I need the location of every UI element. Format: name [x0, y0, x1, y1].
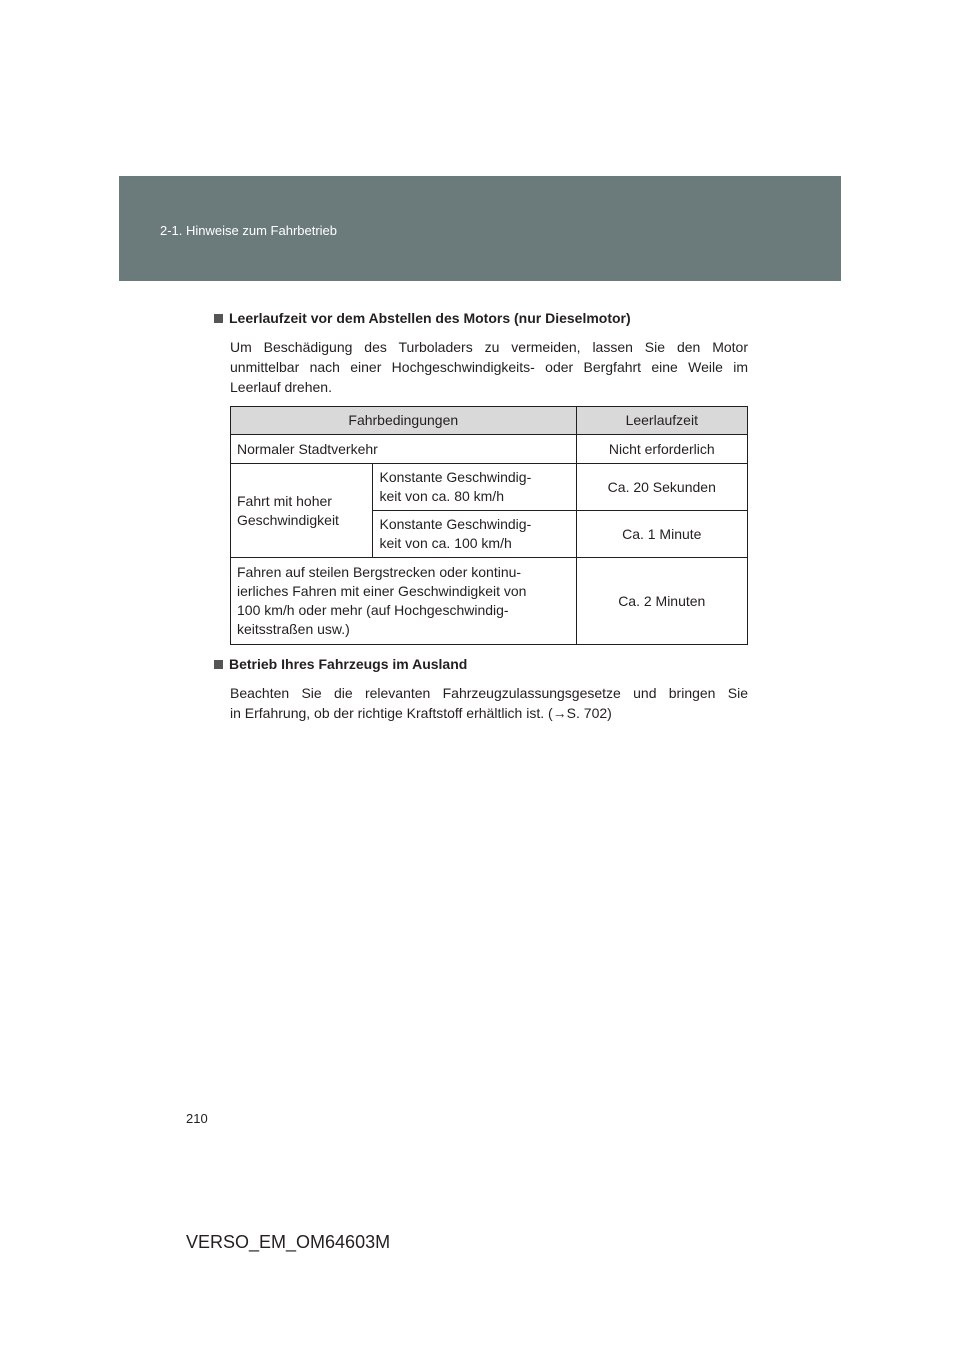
body-line: in Erfahrung, ob der richtige Kraftstoff erhältlich ist. (→S. 702) [230, 705, 612, 721]
chapter-title: 2-1. Hinweise zum Fahrbetrieb [160, 223, 338, 238]
table-cell-condition: Normaler Stadtverkehr [231, 435, 577, 464]
cell-line: 100 km/h oder mehr (auf Hochgeschwindig- [237, 602, 509, 618]
section-idle-time [214, 309, 748, 397]
table-row [231, 464, 748, 511]
body-line: unmittelbar nach einer Hochgeschwindigkeits- oder Bergfahrt eine Weile im [230, 359, 748, 375]
section-heading-text: Betrieb Ihres Fahrzeugs im Ausland [229, 656, 468, 672]
cell-line: Fahrt mit hoher [237, 492, 332, 509]
section-body [230, 683, 748, 723]
table-cell-time: Ca. 2 Minuten [576, 558, 747, 645]
section-body [230, 337, 748, 397]
cell-line: ierliches Fahren mit einer Geschwindigkeit von [237, 583, 527, 599]
page-number: 210 [186, 1111, 208, 1126]
table-cell-group [231, 464, 373, 558]
cell-line: keit von ca. 100 km/h [379, 535, 512, 551]
cell-line: Konstante Geschwindig- [379, 516, 532, 532]
chapter-header-band [119, 176, 841, 281]
table-row [231, 558, 748, 645]
table-cell-time: Ca. 1 Minute [576, 511, 747, 558]
section-heading-text: Leerlaufzeit vor dem Abstellen des Motors (nur Dieselmotor) [229, 310, 631, 326]
table-header-row [231, 407, 748, 435]
cell-line: keit von ca. 80 km/h [379, 488, 504, 504]
column-header-conditions: Fahrbedingungen [231, 407, 577, 435]
cell-line: Konstante Geschwindig- [379, 469, 532, 485]
cell-line: Fahren auf steilen Bergstrecken oder kontinu- [237, 564, 522, 580]
section-heading-idle [214, 309, 748, 327]
table-cell-subcondition [373, 511, 576, 558]
square-bullet-icon [214, 314, 223, 323]
body-line: Leerlauf drehen. [230, 379, 332, 395]
square-bullet-icon [214, 660, 223, 669]
table-row [231, 435, 748, 464]
column-header-idle-time: Leerlaufzeit [576, 407, 747, 435]
body-line: Beachten Sie die relevanten Fahrzeugzulassungsgesetze und bringen Sie [230, 685, 748, 701]
section-heading-abroad [214, 655, 748, 673]
cell-line: keitsstraßen usw.) [237, 621, 350, 637]
table-cell-time: Nicht erforderlich [576, 435, 747, 464]
document-code: VERSO_EM_OM64603M [186, 1232, 391, 1252]
body-line: Um Beschädigung des Turboladers zu vermeiden, lassen Sie den Motor [230, 339, 748, 355]
table-cell-condition [231, 558, 577, 645]
section-abroad [214, 655, 748, 723]
idle-time-table [230, 406, 748, 645]
table-cell-time: Ca. 20 Sekunden [576, 464, 747, 511]
table-cell-subcondition [373, 464, 576, 511]
cell-line: Geschwindigkeit [237, 511, 339, 528]
